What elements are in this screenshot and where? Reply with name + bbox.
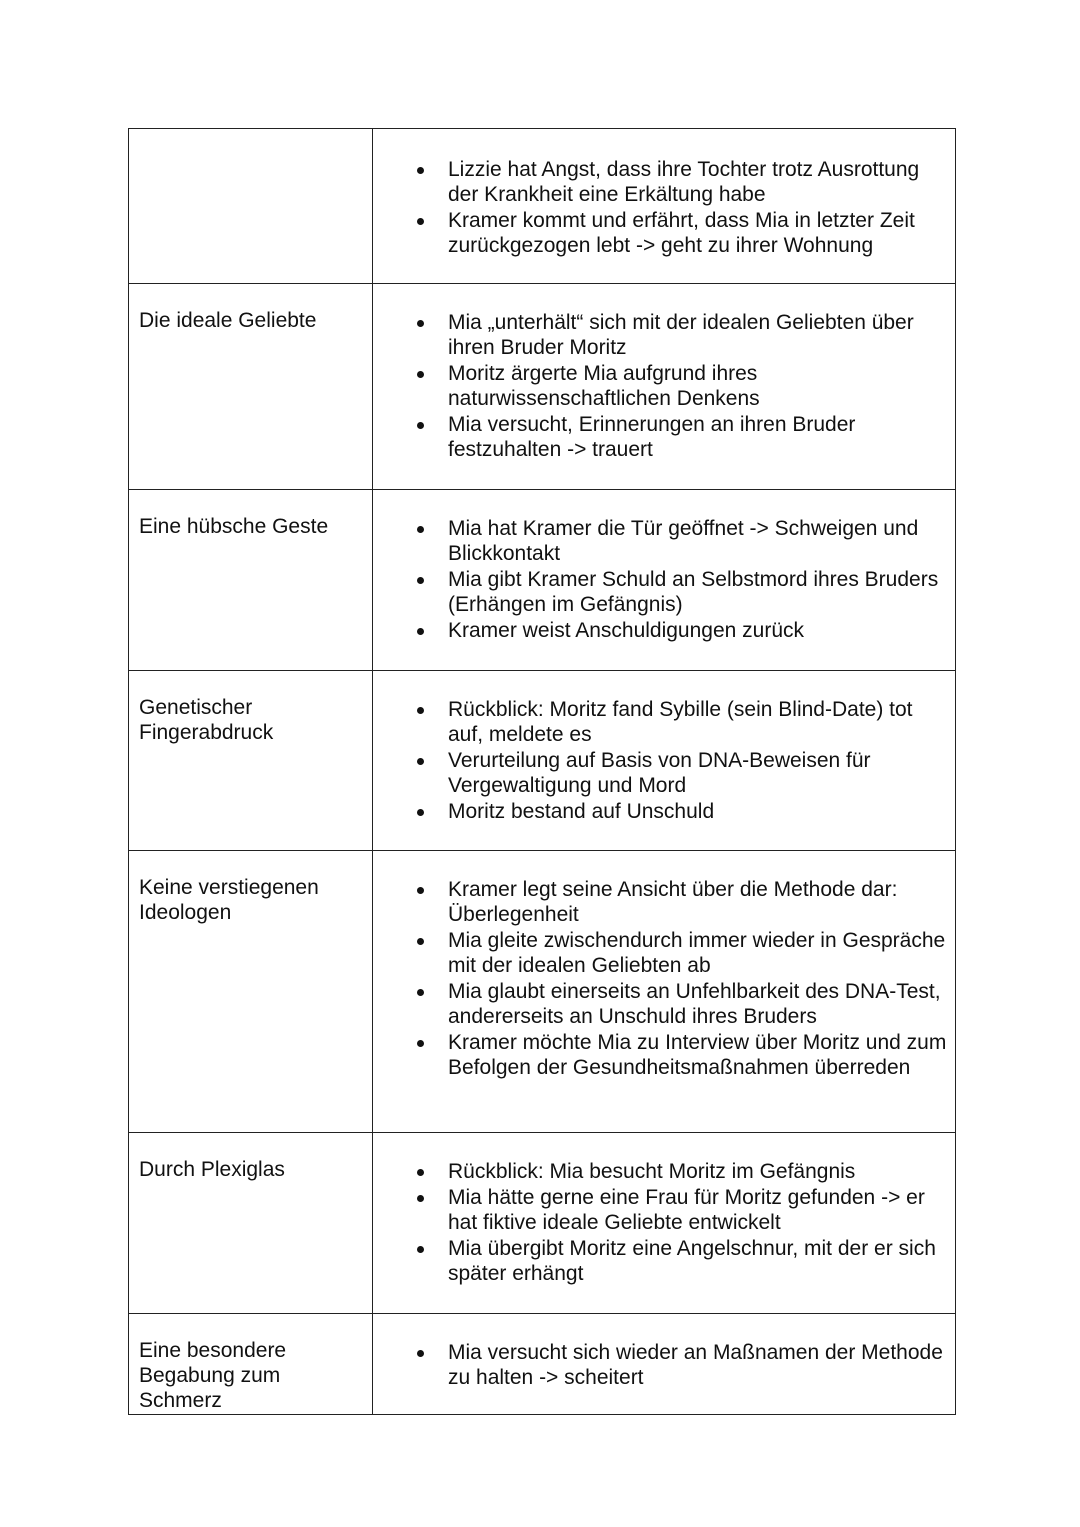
bullet-icon — [417, 371, 424, 378]
point-text: Kramer legt seine Ansicht über die Methode dar: Überlegenheit — [448, 878, 898, 926]
bullet-icon — [417, 1040, 424, 1047]
chapter-title: Genetischer Fingerabdruck — [129, 671, 373, 851]
point-text: Mia versucht sich wieder an Maßnamen der Methode zu halten -> scheitert — [448, 1341, 943, 1389]
bullet-icon — [417, 628, 424, 635]
chapter-summary — [373, 671, 956, 851]
point-text: Mia versucht, Erinnerungen an ihren Bruder festzuhalten -> trauert — [448, 413, 856, 461]
chapter-summary — [373, 1133, 956, 1314]
list-item — [373, 877, 947, 927]
point-text: Moritz bestand auf Unschuld — [448, 800, 715, 823]
bullet-icon — [417, 1246, 424, 1253]
bullet-icon — [417, 989, 424, 996]
chapter-title: Durch Plexiglas — [129, 1133, 373, 1314]
list-item — [373, 516, 947, 566]
bullet-icon — [417, 707, 424, 714]
table-row — [129, 851, 956, 1133]
list-item — [373, 748, 947, 798]
chapter-title: Die ideale Geliebte — [129, 284, 373, 490]
point-text: Mia hat Kramer die Tür geöffnet -> Schweigen und Blickkontakt — [448, 517, 919, 565]
chapter-summary-table — [128, 128, 956, 1415]
bullet-icon — [417, 809, 424, 816]
point-text: Moritz ärgerte Mia aufgrund ihres naturwissenschaftlichen Denkens — [448, 362, 760, 410]
point-text: Mia gleite zwischendurch immer wieder in Gespräche mit der idealen Geliebten ab — [448, 929, 946, 977]
chapter-summary — [373, 129, 956, 284]
list-item — [373, 1030, 947, 1080]
table-row — [129, 490, 956, 671]
table-row — [129, 129, 956, 284]
bullet-icon — [417, 1169, 424, 1176]
bullet-icon — [417, 218, 424, 225]
chapter-summary — [373, 490, 956, 671]
list-item — [373, 1159, 947, 1184]
list-item — [373, 1236, 947, 1286]
point-text: Lizzie hat Angst, dass ihre Tochter trotz Ausrottung der Krankheit eine Erkältung habe — [448, 158, 920, 206]
table-row — [129, 284, 956, 490]
bullet-icon — [417, 938, 424, 945]
point-text: Kramer weist Anschuldigungen zurück — [448, 619, 805, 642]
chapter-summary — [373, 284, 956, 490]
table-row — [129, 671, 956, 851]
chapter-title — [129, 129, 373, 284]
chapter-title: Eine hübsche Geste — [129, 490, 373, 671]
list-item — [373, 157, 947, 207]
point-text: Verurteilung auf Basis von DNA-Beweisen für Vergewaltigung und Mord — [448, 749, 871, 797]
bullet-icon — [417, 167, 424, 174]
point-text: Kramer kommt und erfährt, dass Mia in letzter Zeit zurückgezogen lebt -> geht zu ihrer Wohnung — [448, 209, 915, 257]
list-item — [373, 310, 947, 360]
chapter-summary — [373, 851, 956, 1133]
table-row — [129, 1133, 956, 1314]
point-text: Mia übergibt Moritz eine Angelschnur, mit der er sich später erhängt — [448, 1237, 936, 1285]
list-item — [373, 618, 947, 643]
bullet-icon — [417, 1195, 424, 1202]
bullet-icon — [417, 758, 424, 765]
table-row — [129, 1314, 956, 1415]
list-item — [373, 208, 947, 258]
chapter-summary — [373, 1314, 956, 1415]
point-text: Mia glaubt einerseits an Unfehlbarkeit des DNA-Test, andererseits an Unschuld ihres Bruders — [448, 980, 941, 1028]
list-item — [373, 697, 947, 747]
chapter-title: Eine besondere Begabung zum Schmerz — [129, 1314, 373, 1415]
list-item — [373, 979, 947, 1029]
point-text: Rückblick: Moritz fand Sybille (sein Blind-Date) tot auf, meldete es — [448, 698, 913, 746]
point-text: Rückblick: Mia besucht Moritz im Gefängnis — [448, 1160, 856, 1183]
bullet-icon — [417, 1350, 424, 1357]
list-item — [373, 799, 947, 824]
bullet-icon — [417, 577, 424, 584]
point-text: Mia gibt Kramer Schuld an Selbstmord ihres Bruders (Erhängen im Gefängnis) — [448, 568, 939, 616]
list-item — [373, 1185, 947, 1235]
point-text: Mia „unterhält“ sich mit der idealen Geliebten über ihren Bruder Moritz — [448, 311, 914, 359]
list-item — [373, 412, 947, 462]
list-item — [373, 928, 947, 978]
bullet-icon — [417, 526, 424, 533]
list-item — [373, 567, 947, 617]
chapter-title: Keine verstiegenen Ideologen — [129, 851, 373, 1133]
bullet-icon — [417, 887, 424, 894]
bullet-icon — [417, 320, 424, 327]
list-item — [373, 361, 947, 411]
bullet-icon — [417, 422, 424, 429]
point-text: Kramer möchte Mia zu Interview über Moritz und zum Befolgen der Gesundheitsmaßnahmen überreden — [448, 1031, 947, 1079]
list-item — [373, 1340, 947, 1390]
point-text: Mia hätte gerne eine Frau für Moritz gefunden -> er hat fiktive ideale Geliebte entwickelt — [448, 1186, 925, 1234]
